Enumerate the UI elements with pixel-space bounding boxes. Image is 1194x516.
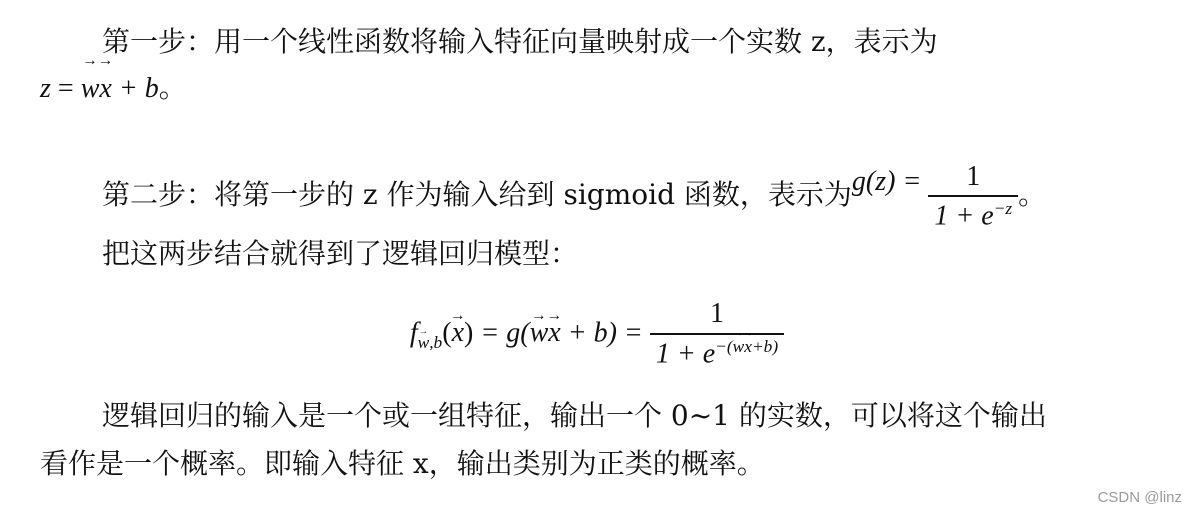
model-exp-x: x → bbox=[744, 335, 752, 358]
sigmoid-den-exp: −z bbox=[993, 199, 1013, 219]
model-fraction bbox=[650, 295, 784, 373]
combine-text: 把这两步结合就得到了逻辑回归模型： bbox=[102, 237, 579, 270]
model-sub-b: ,b bbox=[429, 333, 443, 353]
eq-equals: = bbox=[50, 73, 81, 104]
model-w: w → bbox=[530, 317, 549, 349]
model-den-base: 1 + e bbox=[655, 338, 716, 370]
eq-plus-b: + b bbox=[111, 73, 159, 104]
watermark: CSDN @linz bbox=[1097, 489, 1182, 506]
model-arg-open: ( bbox=[442, 317, 452, 349]
model-exp-close: +b) bbox=[751, 336, 779, 356]
para4-line2 bbox=[40, 438, 1160, 490]
model-exp-w: w → bbox=[733, 335, 745, 358]
model-den-exp bbox=[715, 337, 778, 356]
para4-line1 bbox=[40, 390, 1194, 442]
model-subscript bbox=[418, 333, 443, 352]
step1-text: 第一步：用一个线性函数将输入特征向量映射成一个实数 z，表示为 bbox=[102, 25, 938, 58]
model-x: x → bbox=[548, 317, 560, 349]
model-denominator bbox=[650, 335, 784, 373]
step1-line1 bbox=[40, 16, 1194, 68]
model-tail: + b) = bbox=[560, 317, 650, 349]
model-arg-close: ) bbox=[464, 317, 474, 349]
para4-text2: 看作是一个概率。即输入特征 x，输出类别为正类的概率。 bbox=[40, 447, 765, 480]
step1-end: 。 bbox=[158, 71, 187, 104]
sigmoid-den-base: 1 + e bbox=[934, 200, 994, 232]
combine-line bbox=[40, 228, 1194, 280]
model-numerator: 1 bbox=[650, 295, 784, 335]
model-exp-open: −( bbox=[715, 336, 733, 356]
model-f: f bbox=[409, 317, 418, 349]
eq-z: z bbox=[40, 73, 51, 104]
g-lhs: g(z) = bbox=[851, 166, 929, 197]
vec-w: w → bbox=[81, 63, 100, 115]
model-arg-x: x → bbox=[452, 317, 464, 349]
model-sub-w: w → bbox=[418, 333, 430, 353]
model-equation bbox=[0, 295, 1194, 373]
para4-text1: 逻辑回归的输入是一个或一组特征，输出一个 0~1 的实数，可以将这个输出 bbox=[102, 399, 1047, 432]
step2-text: 第二步：将第一步的 z 作为输入给到 sigmoid 函数，表示为 bbox=[102, 178, 852, 211]
sigmoid-numerator: 1 bbox=[928, 158, 1018, 198]
step2-end: 。 bbox=[1018, 178, 1047, 211]
step1-equation bbox=[40, 62, 1160, 115]
sigmoid-fraction bbox=[928, 158, 1018, 236]
vec-x: x → bbox=[99, 63, 111, 115]
model-eq1: = g( bbox=[473, 317, 530, 349]
